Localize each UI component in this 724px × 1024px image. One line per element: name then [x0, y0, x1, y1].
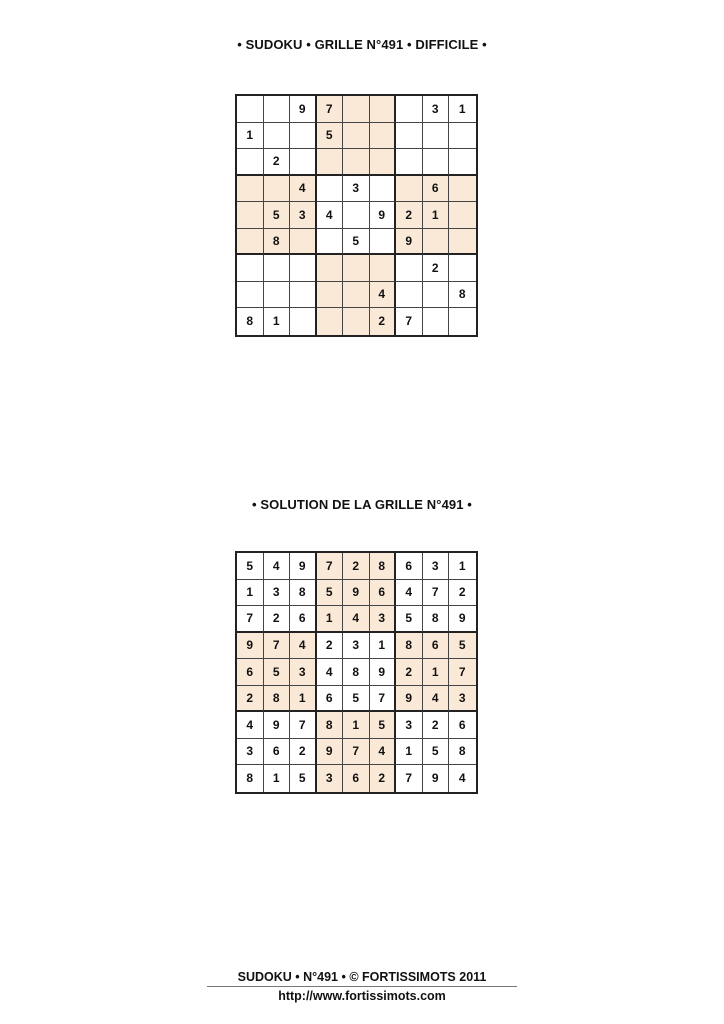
- solution-cell-r4c2: 7: [264, 633, 291, 660]
- puzzle-cell-r3c7: [396, 149, 423, 176]
- puzzle-cell-r7c7: [396, 255, 423, 282]
- puzzle-cell-r6c1: [237, 229, 264, 256]
- puzzle-cell-r5c9: [449, 202, 476, 229]
- puzzle-cell-r1c2: [264, 96, 291, 123]
- solution-cell-r5c9: 7: [449, 659, 476, 686]
- footer-url: http://www.fortissimots.com: [278, 989, 446, 1003]
- puzzle-cell-r1c3: 9: [290, 96, 317, 123]
- puzzle-cell-r2c5: [343, 123, 370, 150]
- puzzle-cell-r6c7: 9: [396, 229, 423, 256]
- puzzle-cell-r5c4: 4: [317, 202, 344, 229]
- solution-cell-r5c1: 6: [237, 659, 264, 686]
- solution-title: • SOLUTION DE LA GRILLE N°491 •: [252, 497, 472, 512]
- puzzle-cell-r3c5: [343, 149, 370, 176]
- puzzle-cell-r7c8: 2: [423, 255, 450, 282]
- puzzle-cell-r8c4: [317, 282, 344, 309]
- solution-cell-r5c5: 8: [343, 659, 370, 686]
- footer-copyright: SUDOKU • N°491 • © FORTISSIMOTS 2011: [237, 970, 487, 984]
- solution-cell-r8c5: 7: [343, 739, 370, 766]
- solution-cell-r1c1: 5: [237, 553, 264, 580]
- puzzle-cell-r1c6: [370, 96, 397, 123]
- solution-cell-r8c1: 3: [237, 739, 264, 766]
- puzzle-cell-r3c9: [449, 149, 476, 176]
- solution-cell-r6c5: 5: [343, 686, 370, 713]
- puzzle-cell-r8c5: [343, 282, 370, 309]
- puzzle-cell-r7c2: [264, 255, 291, 282]
- solution-cell-r3c9: 9: [449, 606, 476, 633]
- puzzle-cell-r3c1: [237, 149, 264, 176]
- puzzle-cell-r3c2: 2: [264, 149, 291, 176]
- solution-cell-r3c4: 1: [317, 606, 344, 633]
- solution-cell-r6c4: 6: [317, 686, 344, 713]
- puzzle-cell-r9c8: [423, 308, 450, 335]
- puzzle-cell-r6c2: 8: [264, 229, 291, 256]
- solution-cell-r1c3: 9: [290, 553, 317, 580]
- puzzle-cell-r1c9: 1: [449, 96, 476, 123]
- solution-cell-r9c3: 5: [290, 765, 317, 792]
- puzzle-cell-r4c9: [449, 176, 476, 203]
- solution-grid: [235, 551, 478, 794]
- puzzle-cell-r2c9: [449, 123, 476, 150]
- solution-cell-r6c6: 7: [370, 686, 397, 713]
- puzzle-cell-r2c6: [370, 123, 397, 150]
- solution-cell-r4c1: 9: [237, 633, 264, 660]
- puzzle-cell-r4c3: 4: [290, 176, 317, 203]
- puzzle-title: • SUDOKU • GRILLE N°491 • DIFFICILE •: [237, 37, 487, 52]
- solution-cell-r1c9: 1: [449, 553, 476, 580]
- puzzle-cell-r7c4: [317, 255, 344, 282]
- solution-cell-r6c3: 1: [290, 686, 317, 713]
- solution-cell-r2c4: 5: [317, 580, 344, 607]
- puzzle-cell-r4c4: [317, 176, 344, 203]
- puzzle-cell-r5c3: 3: [290, 202, 317, 229]
- solution-cell-r2c5: 9: [343, 580, 370, 607]
- solution-cell-r8c6: 4: [370, 739, 397, 766]
- solution-cell-r9c5: 6: [343, 765, 370, 792]
- solution-cell-r9c7: 7: [396, 765, 423, 792]
- puzzle-cell-r6c3: [290, 229, 317, 256]
- solution-cell-r5c8: 1: [423, 659, 450, 686]
- puzzle-cell-r5c6: 9: [370, 202, 397, 229]
- solution-cell-r4c3: 4: [290, 633, 317, 660]
- solution-cell-r7c8: 2: [423, 712, 450, 739]
- puzzle-cell-r7c9: [449, 255, 476, 282]
- puzzle-cell-r4c1: [237, 176, 264, 203]
- solution-cell-r2c3: 8: [290, 580, 317, 607]
- solution-cell-r4c6: 1: [370, 633, 397, 660]
- puzzle-cell-r3c3: [290, 149, 317, 176]
- puzzle-cell-r3c6: [370, 149, 397, 176]
- puzzle-cell-r8c7: [396, 282, 423, 309]
- puzzle-cell-r2c7: [396, 123, 423, 150]
- puzzle-cell-r8c9: 8: [449, 282, 476, 309]
- solution-cell-r3c3: 6: [290, 606, 317, 633]
- puzzle-cell-r4c8: 6: [423, 176, 450, 203]
- solution-cell-r7c6: 5: [370, 712, 397, 739]
- solution-cell-r2c1: 1: [237, 580, 264, 607]
- solution-cell-r8c7: 1: [396, 739, 423, 766]
- puzzle-cell-r2c4: 5: [317, 123, 344, 150]
- puzzle-cell-r1c1: [237, 96, 264, 123]
- solution-cell-r2c7: 4: [396, 580, 423, 607]
- puzzle-cell-r2c8: [423, 123, 450, 150]
- puzzle-cell-r9c3: [290, 308, 317, 335]
- puzzle-cell-r1c5: [343, 96, 370, 123]
- puzzle-cell-r5c5: [343, 202, 370, 229]
- solution-cell-r4c5: 3: [343, 633, 370, 660]
- solution-cell-r6c1: 2: [237, 686, 264, 713]
- puzzle-cell-r4c6: [370, 176, 397, 203]
- solution-cell-r2c9: 2: [449, 580, 476, 607]
- solution-cell-r4c9: 5: [449, 633, 476, 660]
- solution-cell-r2c8: 7: [423, 580, 450, 607]
- solution-cell-r5c6: 9: [370, 659, 397, 686]
- solution-cell-r5c7: 2: [396, 659, 423, 686]
- solution-cell-r8c9: 8: [449, 739, 476, 766]
- puzzle-cell-r9c5: [343, 308, 370, 335]
- puzzle-cell-r4c2: [264, 176, 291, 203]
- solution-cell-r7c9: 6: [449, 712, 476, 739]
- solution-cell-r7c4: 8: [317, 712, 344, 739]
- puzzle-cell-r8c6: 4: [370, 282, 397, 309]
- solution-cell-r9c6: 2: [370, 765, 397, 792]
- solution-cell-r6c8: 4: [423, 686, 450, 713]
- puzzle-cell-r1c7: [396, 96, 423, 123]
- puzzle-cell-r9c2: 1: [264, 308, 291, 335]
- puzzle-cell-r1c4: 7: [317, 96, 344, 123]
- solution-cell-r3c5: 4: [343, 606, 370, 633]
- puzzle-cell-r3c4: [317, 149, 344, 176]
- puzzle-cell-r1c8: 3: [423, 96, 450, 123]
- puzzle-cell-r8c8: [423, 282, 450, 309]
- puzzle-cell-r4c5: 3: [343, 176, 370, 203]
- solution-cell-r7c2: 9: [264, 712, 291, 739]
- puzzle-cell-r3c8: [423, 149, 450, 176]
- solution-cell-r1c5: 2: [343, 553, 370, 580]
- puzzle-cell-r7c6: [370, 255, 397, 282]
- puzzle-cell-r7c1: [237, 255, 264, 282]
- solution-cell-r8c3: 2: [290, 739, 317, 766]
- solution-cell-r1c7: 6: [396, 553, 423, 580]
- puzzle-cell-r8c3: [290, 282, 317, 309]
- solution-cell-r7c1: 4: [237, 712, 264, 739]
- puzzle-cell-r9c7: 7: [396, 308, 423, 335]
- puzzle-cell-r9c9: [449, 308, 476, 335]
- puzzle-cell-r2c3: [290, 123, 317, 150]
- puzzle-cell-r5c7: 2: [396, 202, 423, 229]
- solution-cell-r8c4: 9: [317, 739, 344, 766]
- solution-cell-r6c7: 9: [396, 686, 423, 713]
- solution-cell-r7c3: 7: [290, 712, 317, 739]
- puzzle-cell-r6c8: [423, 229, 450, 256]
- solution-cell-r5c3: 3: [290, 659, 317, 686]
- solution-cell-r1c6: 8: [370, 553, 397, 580]
- solution-cell-r5c2: 5: [264, 659, 291, 686]
- solution-cell-r6c9: 3: [449, 686, 476, 713]
- solution-cell-r9c8: 9: [423, 765, 450, 792]
- footer-divider: [207, 986, 517, 987]
- solution-cell-r4c8: 6: [423, 633, 450, 660]
- puzzle-cell-r8c2: [264, 282, 291, 309]
- puzzle-cell-r4c7: [396, 176, 423, 203]
- puzzle-cell-r6c6: [370, 229, 397, 256]
- solution-cell-r7c5: 1: [343, 712, 370, 739]
- solution-cell-r9c4: 3: [317, 765, 344, 792]
- solution-cell-r3c6: 3: [370, 606, 397, 633]
- solution-cell-r6c2: 8: [264, 686, 291, 713]
- puzzle-cell-r6c9: [449, 229, 476, 256]
- solution-cell-r2c6: 6: [370, 580, 397, 607]
- solution-cell-r2c2: 3: [264, 580, 291, 607]
- solution-cell-r3c2: 2: [264, 606, 291, 633]
- solution-cell-r4c4: 2: [317, 633, 344, 660]
- solution-cell-r9c1: 8: [237, 765, 264, 792]
- solution-cell-r3c1: 7: [237, 606, 264, 633]
- solution-cell-r9c2: 1: [264, 765, 291, 792]
- puzzle-cell-r9c4: [317, 308, 344, 335]
- solution-cell-r9c9: 4: [449, 765, 476, 792]
- solution-cell-r7c7: 3: [396, 712, 423, 739]
- solution-cell-r8c2: 6: [264, 739, 291, 766]
- puzzle-cell-r8c1: [237, 282, 264, 309]
- puzzle-cell-r5c8: 1: [423, 202, 450, 229]
- solution-cell-r5c4: 4: [317, 659, 344, 686]
- solution-cell-r8c8: 5: [423, 739, 450, 766]
- puzzle-cell-r5c2: 5: [264, 202, 291, 229]
- puzzle-cell-r9c6: 2: [370, 308, 397, 335]
- puzzle-cell-r7c5: [343, 255, 370, 282]
- solution-cell-r1c2: 4: [264, 553, 291, 580]
- solution-cell-r3c8: 8: [423, 606, 450, 633]
- puzzle-cell-r5c1: [237, 202, 264, 229]
- puzzle-cell-r6c5: 5: [343, 229, 370, 256]
- puzzle-cell-r6c4: [317, 229, 344, 256]
- puzzle-cell-r2c2: [264, 123, 291, 150]
- solution-cell-r4c7: 8: [396, 633, 423, 660]
- puzzle-cell-r2c1: 1: [237, 123, 264, 150]
- solution-cell-r1c8: 3: [423, 553, 450, 580]
- solution-cell-r3c7: 5: [396, 606, 423, 633]
- puzzle-grid: [235, 94, 478, 337]
- puzzle-cell-r7c3: [290, 255, 317, 282]
- solution-cell-r1c4: 7: [317, 553, 344, 580]
- puzzle-cell-r9c1: 8: [237, 308, 264, 335]
